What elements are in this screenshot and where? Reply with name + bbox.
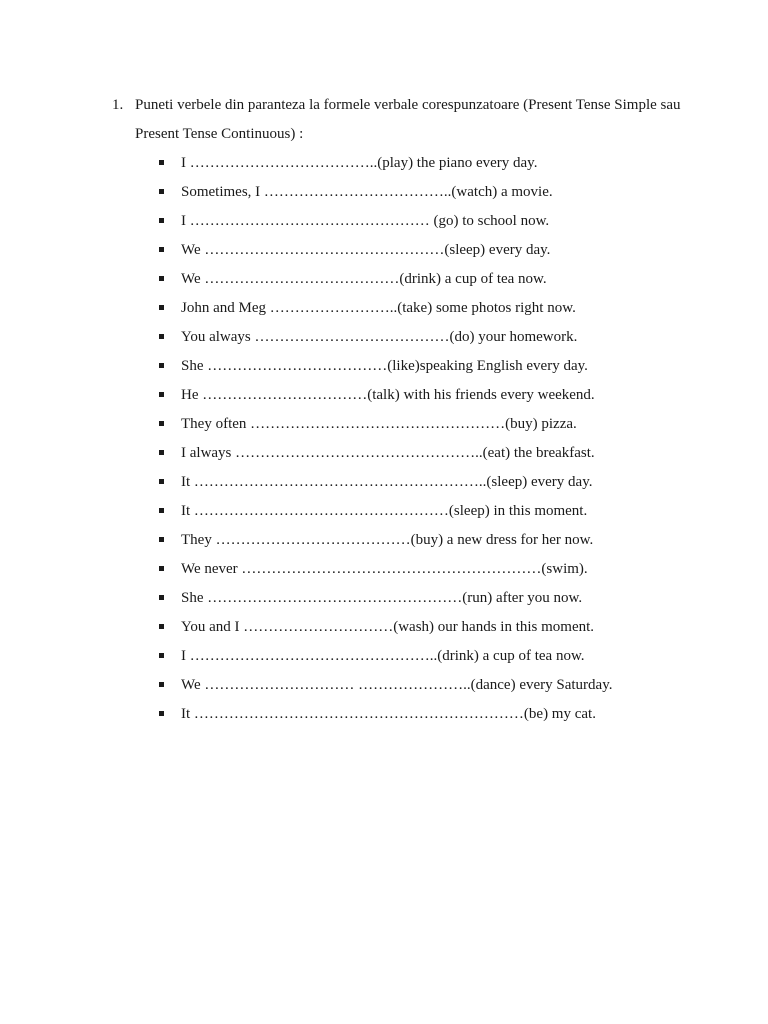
sentence-list xyxy=(112,149,712,729)
sentence-item xyxy=(159,178,712,207)
square-bullet-icon xyxy=(159,566,164,571)
sentence-item xyxy=(159,526,712,555)
sentence-text: Sometimes, I ………………………………..(watch) a movie. xyxy=(181,184,553,200)
sentence-text: We ………………………… …………………..(dance) every Saturday. xyxy=(181,677,613,693)
sentence-item xyxy=(159,671,712,700)
sentence-text: I ………………………………………… (go) to school now. xyxy=(181,213,550,229)
square-bullet-icon xyxy=(159,189,164,194)
square-bullet-icon xyxy=(159,247,164,252)
sentence-item xyxy=(159,613,712,642)
sentence-text: I …………………………………………..(drink) a cup of tea now. xyxy=(181,648,585,664)
sentence-item xyxy=(159,555,712,584)
exercise-instruction: Puneti verbele din paranteza la formele verbale corespunzatoare (Present Tense Simple sau Present Tense Continuous) : xyxy=(135,97,681,142)
square-bullet-icon xyxy=(159,276,164,281)
square-bullet-icon xyxy=(159,392,164,397)
sentence-item xyxy=(159,149,712,178)
square-bullet-icon xyxy=(159,508,164,513)
exercise xyxy=(112,91,712,729)
square-bullet-icon xyxy=(159,624,164,629)
square-bullet-icon xyxy=(159,160,164,165)
sentence-item xyxy=(159,584,712,613)
sentence-item xyxy=(159,497,712,526)
sentence-item xyxy=(159,265,712,294)
sentence-text: It …………………………………………………………(be) my cat. xyxy=(181,706,596,722)
sentence-text: She ………………………………(like)speaking English every day. xyxy=(181,358,588,374)
exercise-header xyxy=(112,91,712,149)
sentence-item xyxy=(159,439,712,468)
sentence-text: It ……………………………………………(sleep) in this moment. xyxy=(181,503,588,519)
square-bullet-icon xyxy=(159,537,164,542)
sentence-item xyxy=(159,207,712,236)
square-bullet-icon xyxy=(159,421,164,426)
square-bullet-icon xyxy=(159,334,164,339)
sentence-item xyxy=(159,468,712,497)
sentence-text: He ……………………………(talk) with his friends every weekend. xyxy=(181,387,595,403)
sentence-text: You and I …………………………(wash) our hands in this moment. xyxy=(181,619,595,635)
sentence-item xyxy=(159,323,712,352)
sentence-text: I always …………………………………………..(eat) the breakfast. xyxy=(181,445,595,461)
sentence-text: She ……………………………………………(run) after you now. xyxy=(181,590,583,606)
sentence-item xyxy=(159,642,712,671)
sentence-item xyxy=(159,700,712,729)
sentence-item xyxy=(159,410,712,439)
sentence-item xyxy=(159,294,712,323)
square-bullet-icon xyxy=(159,450,164,455)
square-bullet-icon xyxy=(159,653,164,658)
sentence-item xyxy=(159,352,712,381)
square-bullet-icon xyxy=(159,682,164,687)
sentence-text: We …………………………………………(sleep) every day. xyxy=(181,242,551,258)
square-bullet-icon xyxy=(159,595,164,600)
sentence-text: I ………………………………..(play) the piano every day. xyxy=(181,155,538,171)
exercise-number: 1. xyxy=(112,97,124,113)
square-bullet-icon xyxy=(159,218,164,223)
sentence-item xyxy=(159,381,712,410)
sentence-item xyxy=(159,236,712,265)
sentence-text: They often ……………………………………………(buy) pizza. xyxy=(181,416,577,432)
square-bullet-icon xyxy=(159,711,164,716)
square-bullet-icon xyxy=(159,305,164,310)
sentence-text: We …………………………………(drink) a cup of tea now. xyxy=(181,271,547,287)
square-bullet-icon xyxy=(159,363,164,368)
sentence-text: They …………………………………(buy) a new dress for her now. xyxy=(181,532,594,548)
sentence-text: You always …………………………………(do) your homework. xyxy=(181,329,578,345)
sentence-text: It …………………………………………………..(sleep) every day. xyxy=(181,474,593,490)
square-bullet-icon xyxy=(159,479,164,484)
sentence-text: John and Meg ……………………..(take) some photos right now. xyxy=(181,300,576,316)
sentence-text: We never ……………………………………………………(swim). xyxy=(181,561,588,577)
